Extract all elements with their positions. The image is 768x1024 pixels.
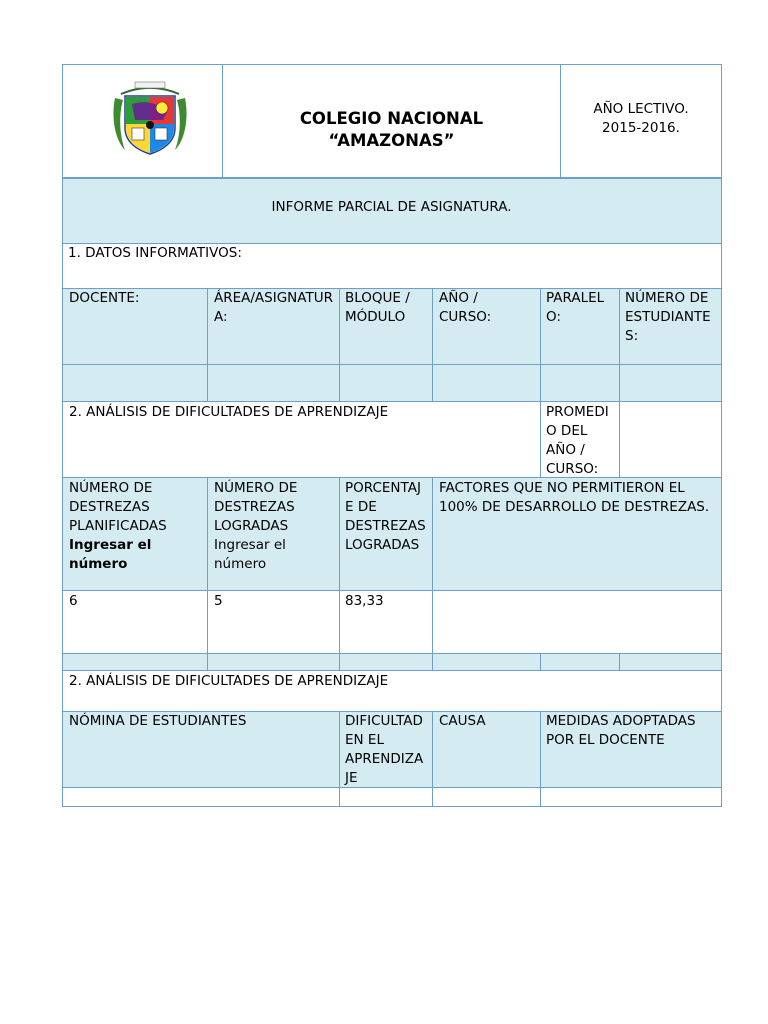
header-bloque-modulo: BLOQUE / MÓDULO xyxy=(345,290,410,325)
table-border xyxy=(540,401,541,477)
header-ano-curso: AÑO / CURSO: xyxy=(439,290,492,325)
table-border xyxy=(62,806,722,807)
table-border xyxy=(540,288,541,401)
table-border xyxy=(207,477,208,653)
school-name-line2: “AMAZONAS” xyxy=(328,131,455,150)
table-border xyxy=(62,477,722,478)
table-border xyxy=(62,590,722,591)
table-border xyxy=(432,653,433,670)
table-border xyxy=(432,477,433,653)
header-causa: CAUSA xyxy=(439,713,486,729)
header-numero-estudiantes: NÚMERO DE ESTUDIANTES: xyxy=(625,290,711,344)
table-border xyxy=(619,288,620,401)
table-border xyxy=(62,670,722,671)
school-year-value: 2015-2016. xyxy=(602,120,680,136)
table-border xyxy=(62,364,722,365)
report-title: INFORME PARCIAL DE ASIGNATURA. xyxy=(271,199,512,215)
table-border xyxy=(339,653,340,670)
col-porcentaje: PORCENTAJE DE DESTREZAS LOGRADAS xyxy=(345,480,426,553)
col-factores: FACTORES QUE NO PERMITIERON EL 100% DE DESARROLLO DE DESTREZAS. xyxy=(439,480,710,515)
header-area-asignatura: ÁREA/ASIGNATURA: xyxy=(214,290,333,325)
col-destrezas-planificadas-title: NÚMERO DE DESTREZAS PLANIFICADAS xyxy=(69,480,167,534)
col-destrezas-logradas xyxy=(208,478,339,575)
table-border xyxy=(540,653,541,670)
col-destrezas-planificadas xyxy=(63,478,207,575)
value-porcentaje: 83,33 xyxy=(345,593,384,609)
header-paralelo: PARALELO: xyxy=(546,290,605,325)
table-border xyxy=(62,177,722,179)
header-docente: DOCENTE: xyxy=(69,290,140,306)
spacer-band xyxy=(62,654,721,671)
section1-title: 1. DATOS INFORMATIVOS: xyxy=(68,245,242,261)
header-medidas: MEDIDAS ADOPTADAS POR EL DOCENTE xyxy=(546,713,696,748)
table-border xyxy=(432,711,433,806)
header-dificultad: DIFICULTAD EN EL APRENDIZAJE xyxy=(345,713,424,786)
table-border xyxy=(619,653,620,670)
section3-title: 2. ANÁLISIS DE DIFICULTADES DE APRENDIZAJE xyxy=(69,673,389,689)
table-border xyxy=(560,64,561,178)
table-border xyxy=(339,477,340,653)
table-border xyxy=(62,401,722,402)
table-border xyxy=(339,288,340,401)
col-destrezas-logradas-title: NÚMERO DE DESTREZAS LOGRADAS xyxy=(214,480,298,534)
table-border xyxy=(62,653,722,654)
table-border xyxy=(62,787,722,788)
section2-title: 2. ANÁLISIS DE DIFICULTADES DE APRENDIZAJE xyxy=(69,404,389,420)
col-destrezas-logradas-hint: Ingresar el número xyxy=(214,537,286,572)
school-crest-logo xyxy=(105,78,195,158)
table-border xyxy=(721,64,722,807)
table-border xyxy=(207,653,208,670)
table-border xyxy=(432,288,433,401)
header-nomina: NÓMINA DE ESTUDIANTES xyxy=(69,713,247,729)
col-destrezas-planificadas-hint: Ingresar el número xyxy=(69,537,152,572)
table-border xyxy=(62,243,722,244)
table-border xyxy=(62,64,63,807)
school-year-label: AÑO LECTIVO. xyxy=(593,101,689,117)
table-border xyxy=(540,711,541,806)
table-border xyxy=(62,711,722,712)
value-destrezas-logradas: 5 xyxy=(214,593,223,609)
value-destrezas-planificadas: 6 xyxy=(69,593,78,609)
table-border xyxy=(619,401,620,477)
table-border xyxy=(222,64,223,178)
table-border xyxy=(339,711,340,806)
school-name-line1: COLEGIO NACIONAL xyxy=(299,109,484,128)
promedio-label: PROMEDIO DEL AÑO / CURSO: xyxy=(546,404,609,477)
table-border xyxy=(62,64,722,65)
table-border xyxy=(207,288,208,401)
school-name xyxy=(223,108,560,152)
school-year xyxy=(561,100,721,138)
table-border xyxy=(62,288,722,289)
